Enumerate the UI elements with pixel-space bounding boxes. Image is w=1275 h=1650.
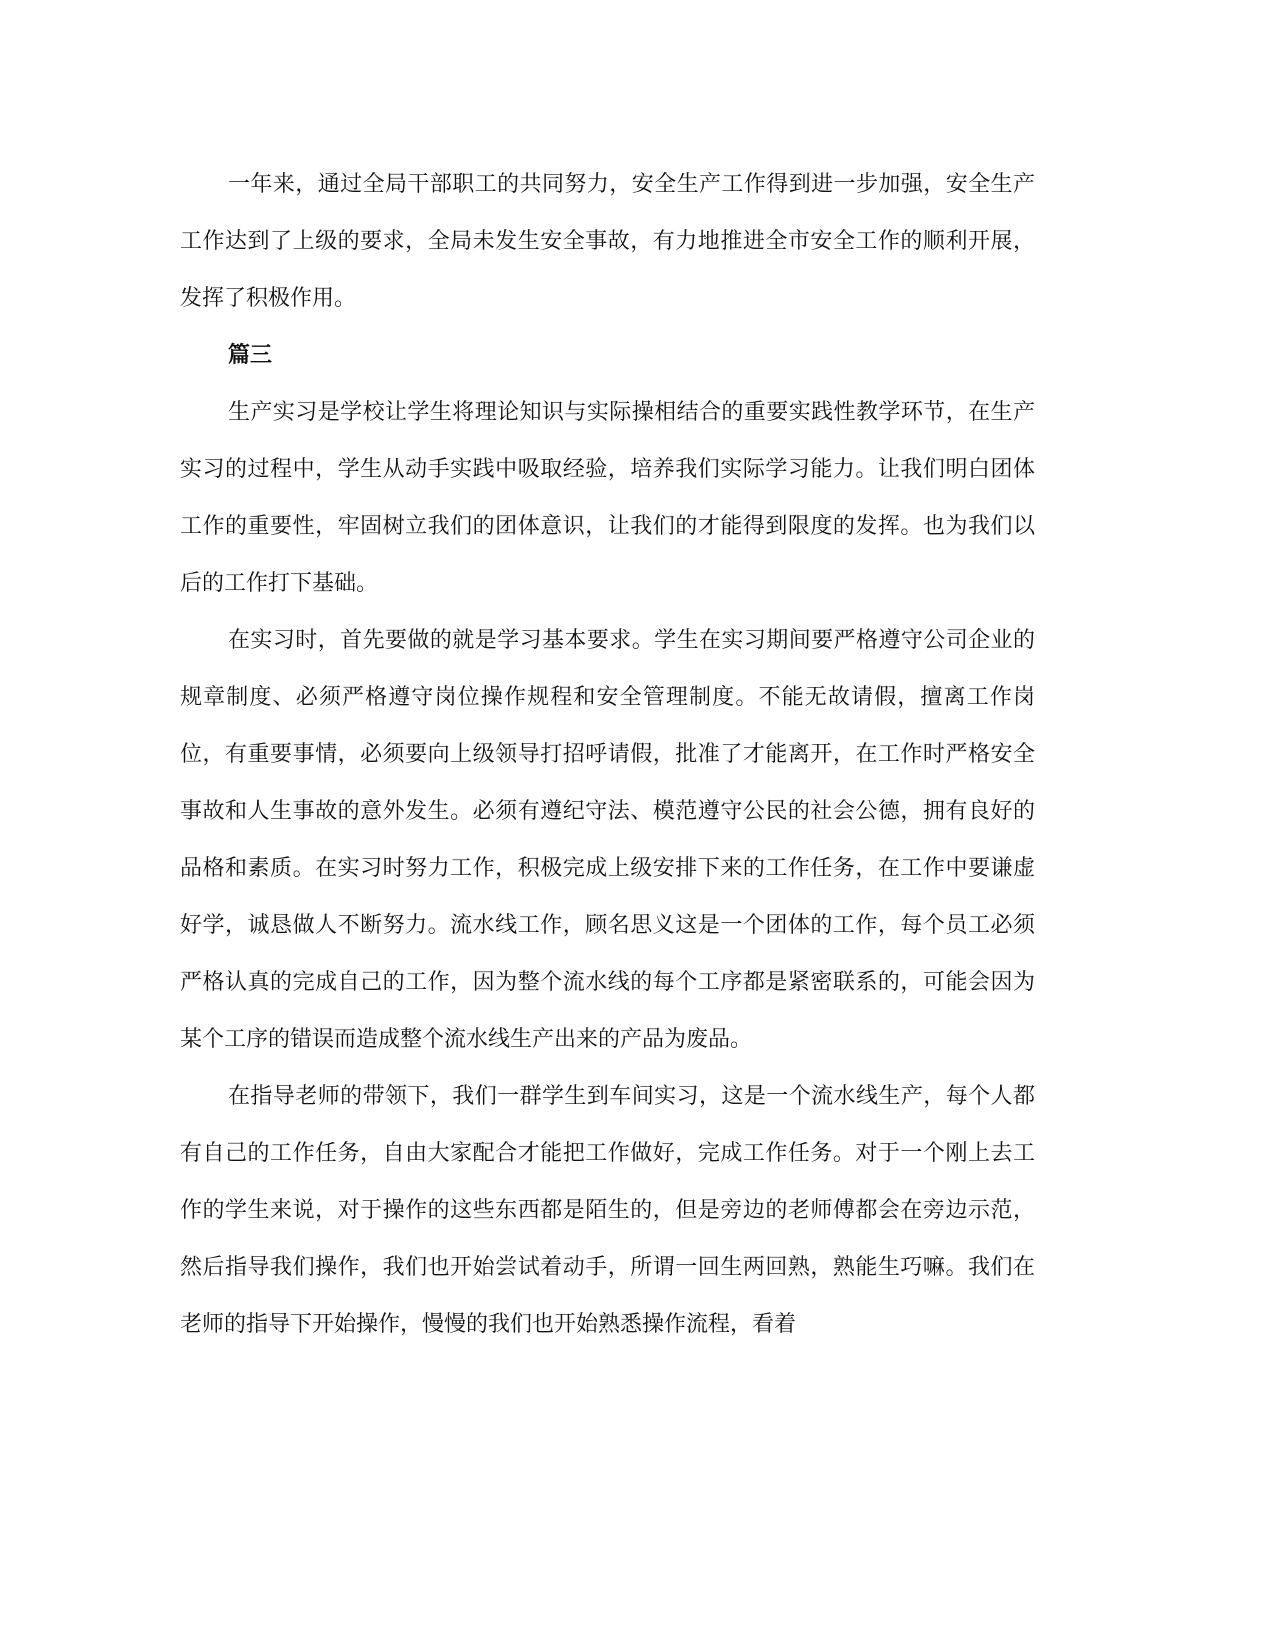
paragraph-workshop-practice: 在指导老师的带领下，我们一群学生到车间实习，这是一个流水线生产，每个人都有自己的工作任务，自由大家配合才能把工作做好，完成工作任务。对于一个刚上去工作的学生来说，对于操作的这些东西都是陌生的，但是旁边的老师傅都会在旁边示范，然后指导我们操作，我们也开始尝试着动手，所谓一回生两回熟，熟能生巧嘛。我们在老师的指导下开始操作，慢慢的我们也开始熟悉操作流程，看着 bbox=[180, 1084, 1035, 1337]
document-body bbox=[180, 156, 1035, 1353]
section-heading: 篇三 bbox=[228, 342, 273, 368]
paragraph-internship-intro: 生产实习是学校让学生将理论知识与实际操相结合的重要实践性教学环节，在生产实习的过程中，学生从动手实践中吸取经验，培养我们实际学习能力。让我们明白团体工作的重要性，牢固树立我们的团体意识，让我们的才能得到限度的发挥。也为我们以后的工作打下基础。 bbox=[180, 400, 1035, 596]
paragraph-internship-requirements: 在实习时，首先要做的就是学习基本要求。学生在实习期间要严格遵守公司企业的规章制度、必须严格遵守岗位操作规程和安全管理制度。不能无故请假，擅离工作岗位，有重要事情，必须要向上级领导打招呼请假，批准了才能离开，在工作时严格安全事故和人生事故的意外发生。必须有遵纪守法、模范遵守公民的社会公德，拥有良好的品格和素质。在实习时努力工作，积极完成上级安排下来的工作任务，在工作中要谦虚好学，诚恳做人不断努力。流水线工作，顾名思义这是一个团体的工作，每个员工必须严格认真的完成自己的工作，因为整个流水线的每个工序都是紧密联系的，可能会因为某个工序的错误而造成整个流水线生产出来的产品为废品。 bbox=[180, 628, 1035, 1052]
paragraph-safety-summary: 一年来，通过全局干部职工的共同努力，安全生产工作得到进一步加强，安全生产工作达到了上级的要求，全局未发生安全事故，有力地推进全市安全工作的顺利开展，发挥了积极作用。 bbox=[180, 172, 1035, 311]
